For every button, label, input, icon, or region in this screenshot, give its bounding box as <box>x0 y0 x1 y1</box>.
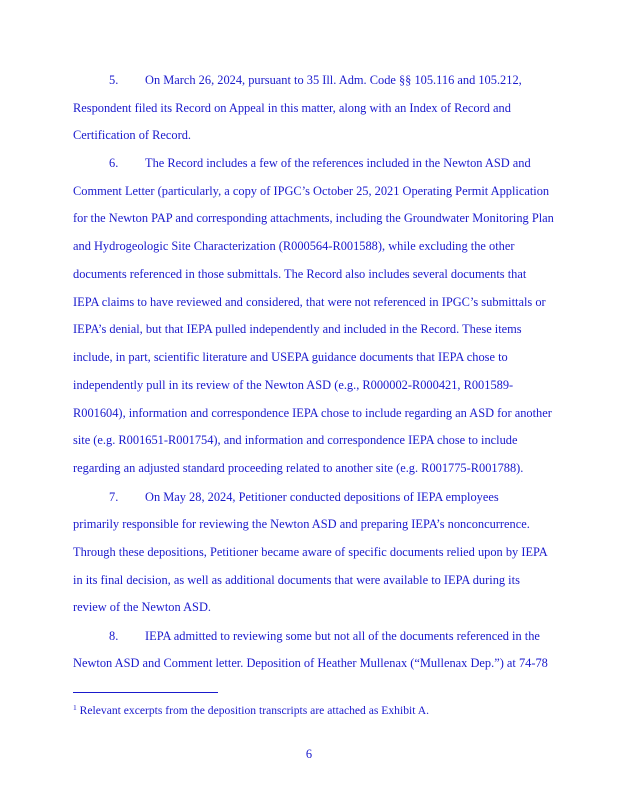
paragraph-line: Through these depositions, Petitioner became aware of specific documents relied upon by IEPA <box>73 545 548 559</box>
paragraph-line: Comment Letter (particularly, a copy of IPGC’s October 25, 2021 Operating Permit Application <box>73 184 550 198</box>
paragraph-number: 7. <box>109 490 119 504</box>
paragraph-number: 6. <box>109 156 119 170</box>
paragraph-number: 5. <box>109 73 119 87</box>
paragraph-line: IEPA admitted to reviewing some but not all of the documents referenced in the <box>145 629 540 643</box>
paragraph-line: primarily responsible for reviewing the Newton ASD and preparing IEPA’s nonconcurrence. <box>73 517 530 531</box>
paragraph-line: IEPA claims to have reviewed and considered, that were not referenced in IPGC’s submittals or <box>73 295 546 309</box>
paragraph-line: IEPA’s denial, but that IEPA pulled independently and included in the Record. These items <box>73 322 522 336</box>
paragraph-line: documents referenced in those submittals. The Record also includes several documents that <box>73 267 527 281</box>
paragraph-line: site (e.g. R001651-R001754), and information and correspondence IEPA chose to include <box>73 433 518 447</box>
paragraph-line: review of the Newton ASD. <box>73 600 211 614</box>
footnote-separator <box>73 692 218 693</box>
paragraph-line: regarding an adjusted standard proceeding related to another site (e.g. R001775-R001788). <box>73 461 524 475</box>
paragraph-line: Newton ASD and Comment letter. Deposition of Heather Mullenax (“Mullenax Dep.”) at 74-78 <box>73 656 548 670</box>
paragraph-line: include, in part, scientific literature and USEPA guidance documents that IEPA chose to <box>73 350 508 364</box>
paragraph-number: 8. <box>109 629 119 643</box>
footnote <box>73 701 429 718</box>
paragraph-line: for the Newton PAP and corresponding attachments, including the Groundwater Monitoring Plan <box>73 211 554 225</box>
paragraph-line: and Hydrogeologic Site Characterization (R000564-R001588), while excluding the other <box>73 239 515 253</box>
paragraph-line: in its final decision, as well as additional documents that were available to IEPA during its <box>73 573 520 587</box>
page-number: 6 <box>305 747 313 761</box>
paragraph-line: On March 26, 2024, pursuant to 35 Ill. Adm. Code §§ 105.116 and 105.212, <box>145 73 522 87</box>
paragraph-line: Respondent filed its Record on Appeal in this matter, along with an Index of Record and <box>73 101 511 115</box>
footnote-text: Relevant excerpts from the deposition transcripts are attached as Exhibit A. <box>79 704 429 717</box>
paragraph-line: independently pull in its review of the Newton ASD (e.g., R000002-R000421, R001589- <box>73 378 514 392</box>
paragraph-line: R001604), information and correspondence IEPA chose to include regarding an ASD for another <box>73 406 552 420</box>
footnote-marker: 1 <box>73 703 77 712</box>
paragraph-line: The Record includes a few of the references included in the Newton ASD and <box>145 156 531 170</box>
paragraph-line: Certification of Record. <box>73 128 192 142</box>
paragraph-line: On May 28, 2024, Petitioner conducted depositions of IEPA employees <box>145 490 499 504</box>
